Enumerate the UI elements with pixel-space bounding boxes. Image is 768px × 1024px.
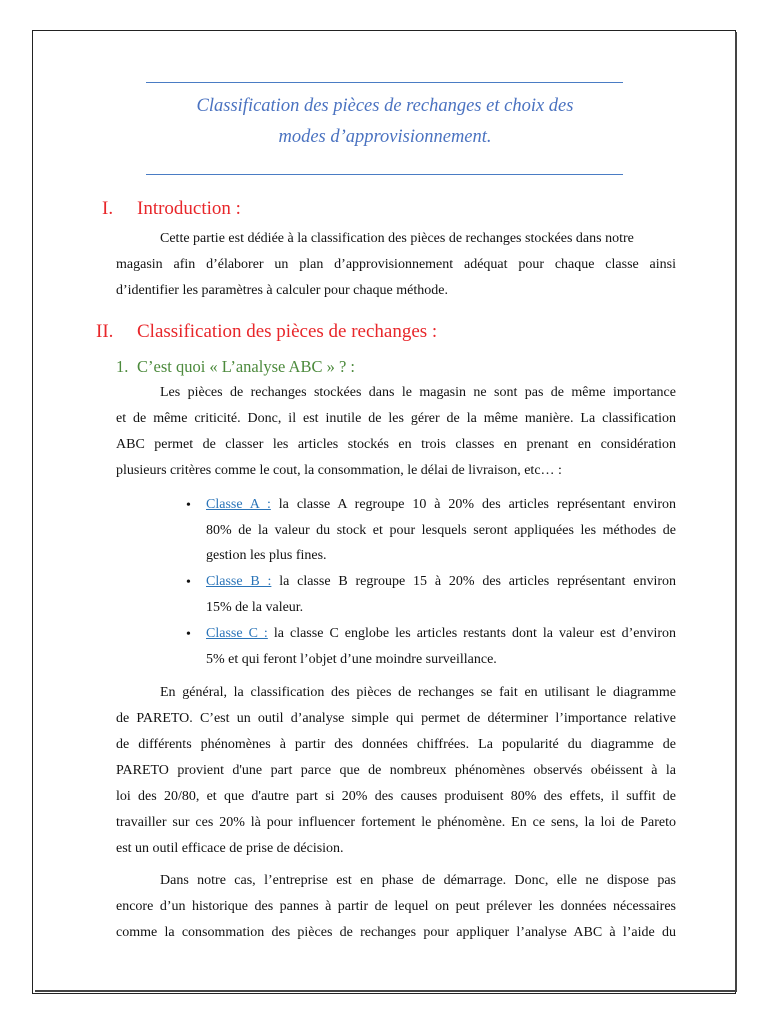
bullet-classe-a	[206, 492, 676, 569]
abc-line-2: et de même criticité. Donc, il est inutile de les gérer de la même manière. La classification	[116, 411, 676, 426]
bullet-dot-a: •	[186, 498, 191, 513]
pareto-line-5: loi des 20/80, et que d'autre part si 20% des causes produisent 80% des effets, il suffit de	[116, 789, 676, 804]
section-1-title: Introduction :	[137, 198, 241, 219]
subsection-1-number: 1.	[116, 357, 129, 376]
pareto-line-3: de différents phénomènes à partir des données chiffrées. La popularité du diagramme de	[116, 737, 676, 752]
case-paragraph	[116, 868, 676, 946]
classe-a-line-1: la classe A regroupe 10 à 20% des articles représentant environ	[278, 497, 677, 512]
section-1-number: I.	[102, 198, 114, 219]
pareto-paragraph	[116, 680, 676, 862]
classe-b-line-1: la classe B regroupe 15 à 20% des articles représentant environ	[279, 574, 676, 589]
intro-line-3: d’identifier les paramètres à calculer pour chaque méthode.	[116, 283, 448, 298]
abc-line-4: plusieurs critères comme le cout, la consommation, le délai de livraison, etc… :	[116, 463, 562, 478]
classe-c-label: Classe C :	[206, 626, 268, 641]
bullet-dot-c: •	[186, 627, 191, 642]
document-title	[130, 91, 640, 153]
classe-a-line-3: gestion les plus fines.	[206, 548, 327, 563]
classe-b-line-2: 15% de la valeur.	[206, 599, 304, 615]
pareto-line-1: En général, la classification des pièces de rechanges se fait en utilisant le diagramme	[160, 685, 676, 700]
bullet-classe-c	[206, 621, 676, 672]
subsection-1-title: C’est quoi « L’analyse ABC » ? :	[137, 357, 355, 376]
title-rule-bottom	[146, 174, 623, 175]
classe-a-line-2: 80% de la valeur du stock et pour lesquels seront appliquées les méthodes de	[206, 522, 676, 538]
pareto-line-6: travailler sur ces 20% là pour influencer fortement le phénomène. En ce sens, la loi de Pareto	[116, 815, 676, 830]
pareto-line-4: PARETO provient d'une part parce que de nombreux phénomènes observés obéissent à la	[116, 763, 676, 778]
classe-a-label: Classe A :	[206, 497, 271, 512]
classe-c-line-1: la classe C englobe les articles restants dont la valeur est d’environ	[273, 626, 676, 641]
title-rule-top	[146, 82, 623, 83]
case-line-2: encore d’un historique des pannes à partir de lequel on peut prélever les données nécessaires	[116, 899, 676, 914]
section-2-number: II.	[96, 321, 114, 342]
abc-line-1: Les pièces de rechanges stockées dans le magasin ne sont pas de même importance	[160, 385, 676, 400]
intro-line-1: Cette partie est dédiée à la classification des pièces de rechanges stockées dans notre	[160, 231, 634, 246]
page-shadow-bottom	[35, 990, 737, 992]
case-line-3: comme la consommation des pièces de rechanges pour appliquer l’analyse ABC à l’aide du	[116, 925, 676, 940]
page-shadow-right	[735, 32, 737, 992]
bullet-dot-b: •	[186, 575, 191, 590]
title-line-2: modes d’approvisionnement.	[278, 127, 492, 147]
pareto-line-2: de PARETO. C’est un outil d’analyse simple qui permet de déterminer l’importance relative	[116, 711, 676, 726]
bullet-classe-b	[206, 569, 676, 620]
classe-b-label: Classe B :	[206, 574, 272, 589]
intro-paragraph	[116, 226, 676, 304]
title-line-1: Classification des pièces de rechanges et choix des	[196, 96, 574, 116]
abc-paragraph	[116, 380, 676, 484]
intro-line-2: magasin afin d’élaborer un plan d’approvisionnement adéquat pour chaque classe ainsi	[116, 257, 676, 272]
pareto-line-7: est un outil efficace de prise de décision.	[116, 841, 344, 856]
case-line-1: Dans notre cas, l’entreprise est en phase de démarrage. Donc, elle ne dispose pas	[160, 873, 676, 888]
classe-c-line-2: 5% et qui feront l’objet d’une moindre surveillance.	[206, 651, 497, 667]
abc-line-3: ABC permet de classer les articles stockés en trois classes en prenant en considération	[116, 437, 676, 452]
section-2-title: Classification des pièces de rechanges :	[137, 321, 438, 342]
